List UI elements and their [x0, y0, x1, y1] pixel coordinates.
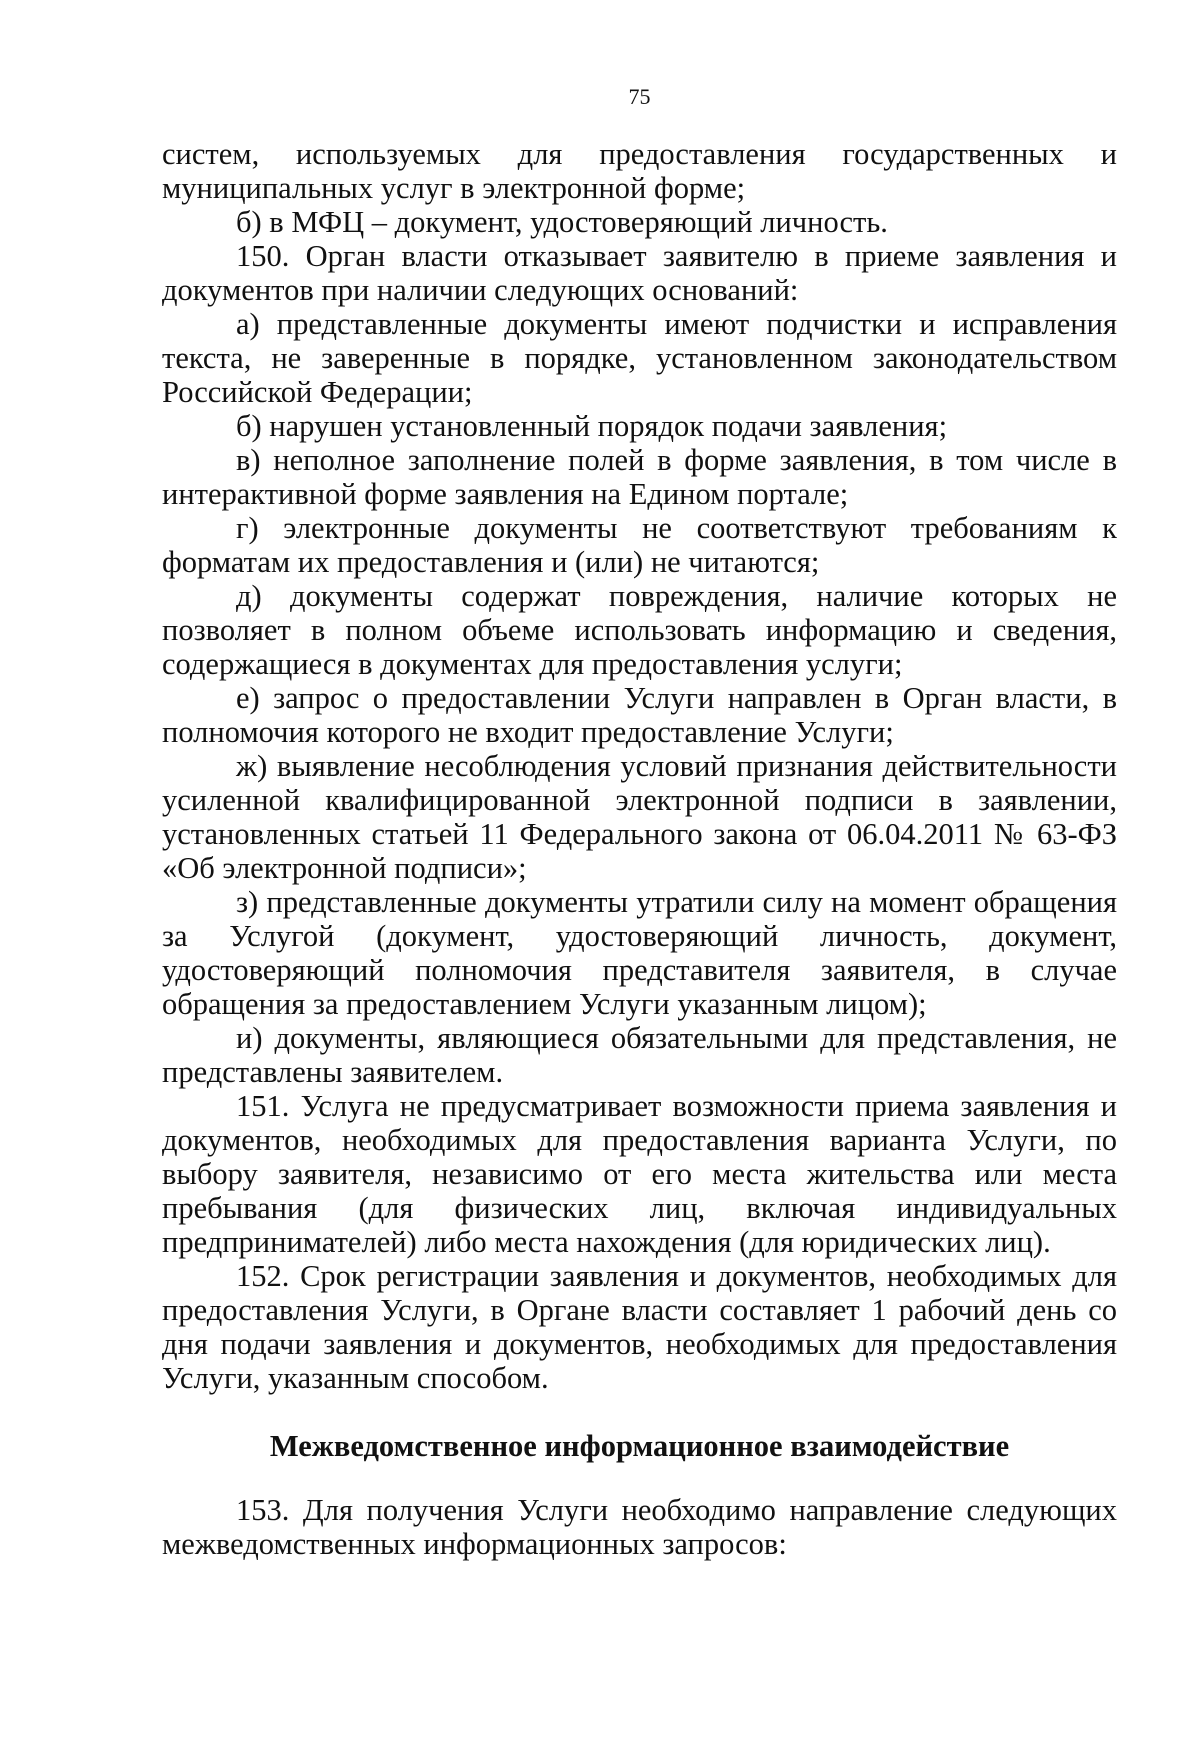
section-heading: Межведомственное информационное взаимодействие	[269, 1429, 1010, 1463]
paragraph-item-b: б) нарушен установленный порядок подачи заявления;	[236, 409, 948, 443]
page-number: 75	[628, 84, 651, 109]
paragraph-continuation: систем, используемых для предоставления государственных и муниципальных услуг в электронной форме;	[162, 137, 1117, 205]
paragraph-150: 150. Орган власти отказывает заявителю в приеме заявления и документов при наличии следующих оснований:	[162, 239, 1117, 307]
paragraph-item-e: е) запрос о предоставлении Услуги направлен в Орган власти, в полномочия которого не входит предоставление Услуги;	[162, 681, 1117, 749]
paragraph-item-a: а) представленные документы имеют подчистки и исправления текста, не заверенные в порядке, установленном законодательством Российской Федерации;	[162, 307, 1117, 409]
paragraph-151: 151. Услуга не предусматривает возможности приема заявления и документов, необходимых для предоставления варианта Услуги, по выбору заявителя, независимо от его места жительства или места пребывания (для физических лиц, включая индивидуальных предпринимателей) либо места нахождения (для юридических лиц).	[162, 1089, 1117, 1259]
paragraph-item-d: д) документы содержат повреждения, наличие которых не позволяет в полном объеме использовать информацию и сведения, содержащиеся в документах для предоставления услуги;	[162, 579, 1117, 681]
paragraph-item-zh: ж) выявление несоблюдения условий признания действительности усиленной квалифицированной электронной подписи в заявлении, установленных статьей 11 Федерального закона от 06.04.2011 № 63-ФЗ «Об электронной подписи»;	[162, 749, 1117, 885]
document-body	[162, 137, 1117, 1561]
paragraph-152: 152. Срок регистрации заявления и документов, необходимых для предоставления Услуги, в Органе власти составляет 1 рабочий день со дня подачи заявления и документов, необходимых для предоставления Услуги, указанным способом.	[162, 1259, 1117, 1395]
paragraph-item-i: и) документы, являющиеся обязательными для представления, не представлены заявителем.	[162, 1021, 1117, 1089]
paragraph-item-g: г) электронные документы не соответствуют требованиям к форматам их предоставления и (или) не читаются;	[162, 511, 1117, 579]
paragraph-item-b-mfc: б) в МФЦ – документ, удостоверяющий личность.	[236, 205, 888, 239]
paragraph-item-v: в) неполное заполнение полей в форме заявления, в том числе в интерактивной форме заявления на Едином портале;	[162, 443, 1117, 511]
paragraph-item-z: з) представленные документы утратили силу на момент обращения за Услугой (документ, удостоверяющий личность, документ, удостоверяющий полномочия представителя заявителя, в случае обращения за предоставлением Услуги указанным лицом);	[162, 885, 1117, 1021]
paragraph-153: 153. Для получения Услуги необходимо направление следующих межведомственных информационных запросов:	[162, 1493, 1117, 1561]
